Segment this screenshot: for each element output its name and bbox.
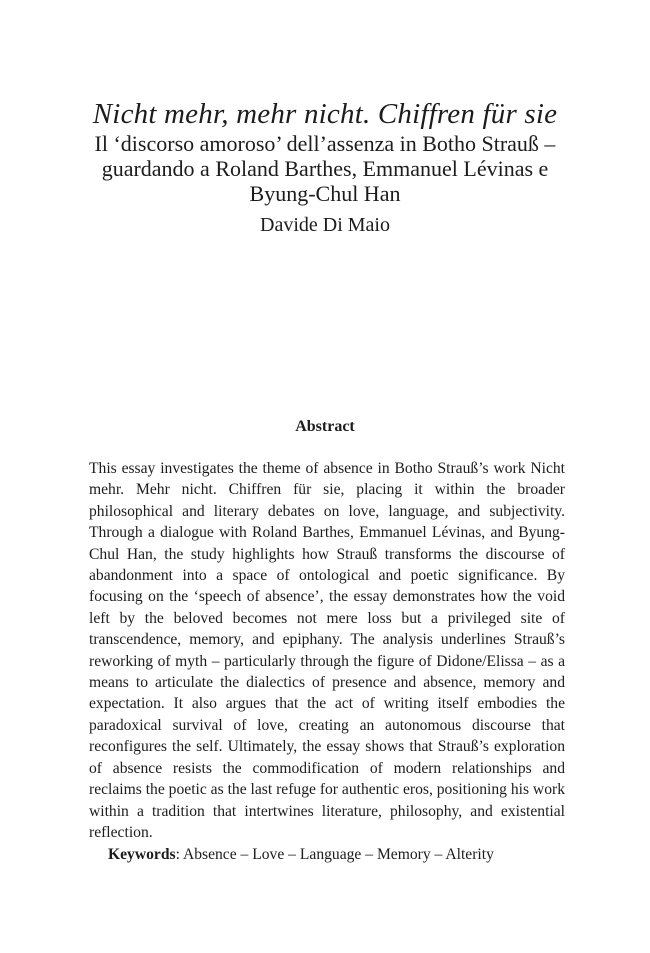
keywords-separator: : bbox=[175, 846, 183, 863]
article-author: Davide Di Maio bbox=[260, 214, 390, 236]
keywords-label: Keywords bbox=[108, 846, 176, 863]
abstract-text: This essay investigates the theme of absence in Botho Strauß’s work Nicht mehr. Mehr nicht. Chiffren für sie, placing it within the broader philosophical and literary debates on love, language, and subjectivity. Through a dialogue with Roland Barthes, Emmanuel Lévinas, and Byung-Chul Han, the study highlights how Strauß transforms the discourse of abandonment into a space of ontological and poetic significance. By focusing on the ‘speech of absence’, the essay demonstrates how the void left by the beloved becomes not mere loss but a privileged site of transcendence, memory, and epiphany. The analysis underlines Strauß’s reworking of myth – particularly through the figure of Didone/Elissa – as a means to articulate the dialectics of presence and absence, memory and expectation. It also argues that the act of writing itself embodies the paradoxical survival of love, creating an autonomous discourse that reconfigures the self. Ultimately, the essay shows that Strauß’s exploration of absence resists the commodification of modern relationships and reclaims the poetic as the last refuge for authentic eros, positioning his work within a tradition that intertwines literature, philosophy, and existential reflection. bbox=[89, 460, 565, 841]
abstract-heading: Abstract bbox=[295, 418, 355, 435]
article-title: Nicht mehr, mehr nicht. Chiffren für sie bbox=[92, 98, 558, 130]
article-subtitle: Il ‘discorso amoroso’ dell’assenza in Botho Strauß – guardando a Roland Barthes, Emmanuel Lévinas e Byung-Chul Han bbox=[94, 131, 556, 206]
keywords-line bbox=[108, 844, 568, 865]
keywords-list: Absence – Love – Language – Memory – Alterity bbox=[182, 846, 494, 863]
